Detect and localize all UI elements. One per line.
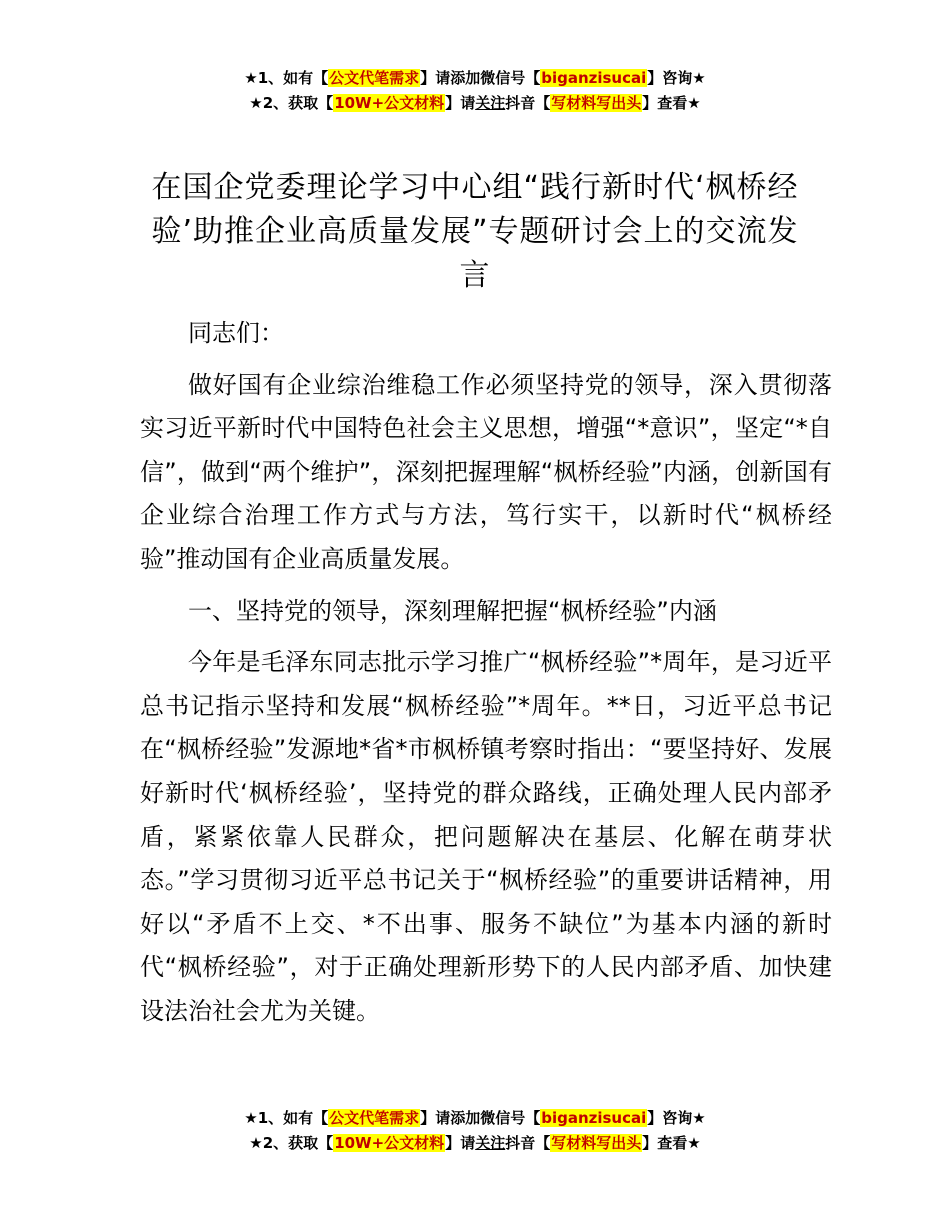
promo-line-2: ★2、获取【10W+公文材料】请关注抖音【写材料写出头】查看★	[249, 1134, 701, 1152]
promo-highlight: 10W+公文材料	[334, 94, 445, 112]
douyin-account: 写材料写出头	[551, 94, 642, 112]
paragraph: 今年是毛泽东同志批示学习推广“枫桥经验”*周年，是习近平总书记指示坚持和发展“枫桥经验”*周年。**日，习近平总书记在“枫桥经验”发源地*省*市枫桥镇考察时指出：“要坚持好、发展好新时代‘枫桥经验’，坚持党的群众路线，正确处理人民内部矛盾，紧紧依靠人民群众，把问题解决在基层、化解在萌芽状态。”学习贯彻习近平总书记关于“枫桥经验”的重要讲话精神，用好以“矛盾不上交、*不出事、服务不缺位”为基本内涵的新时代“枫桥经验”，对于正确处理新形势下的人民内部矛盾、加快建设法治社会尤为关键。	[140, 648, 832, 1025]
promo-highlight: 公文代笔需求	[329, 69, 420, 87]
promo-line-1: ★1、如有【公文代笔需求】请添加微信号【biganzisucai】咨询★	[244, 1109, 706, 1127]
promo-line-1: ★1、如有【公文代笔需求】请添加微信号【biganzisucai】咨询★	[244, 69, 706, 87]
footer-promo-banner	[0, 1106, 950, 1156]
paragraph: 做好国有企业综治维稳工作必须坚持党的领导，深入贯彻落实习近平新时代中国特色社会主义思想，增强“*意识”，坚定“*自信”，做到“两个维护”，深刻把握理解“枫桥经验”内涵，创新国有企业综合治理工作方式与方法，笃行实干，以新时代“枫桥经验”推动国有企业高质量发展。	[140, 370, 832, 573]
douyin-account: 写材料写出头	[551, 1134, 642, 1152]
promo-highlight: 公文代笔需求	[329, 1109, 420, 1127]
promo-highlight: 10W+公文材料	[334, 1134, 445, 1152]
wechat-id: biganzisucai	[541, 1109, 647, 1127]
promo-line-2: ★2、获取【10W+公文材料】请关注抖音【写材料写出头】查看★	[249, 94, 701, 112]
document-title: 在国企党委理论学习中心组“践行新时代‘枫桥经验’助推企业高质量发展”专题研讨会上的交流发言	[151, 170, 799, 293]
wechat-id: biganzisucai	[541, 69, 647, 87]
document-body	[140, 312, 832, 1042]
header-promo-banner	[0, 66, 950, 116]
salutation: 同志们：	[188, 319, 284, 347]
section-heading: 一、坚持党的领导，深刻理解把握“枫桥经验”内涵	[188, 596, 717, 625]
